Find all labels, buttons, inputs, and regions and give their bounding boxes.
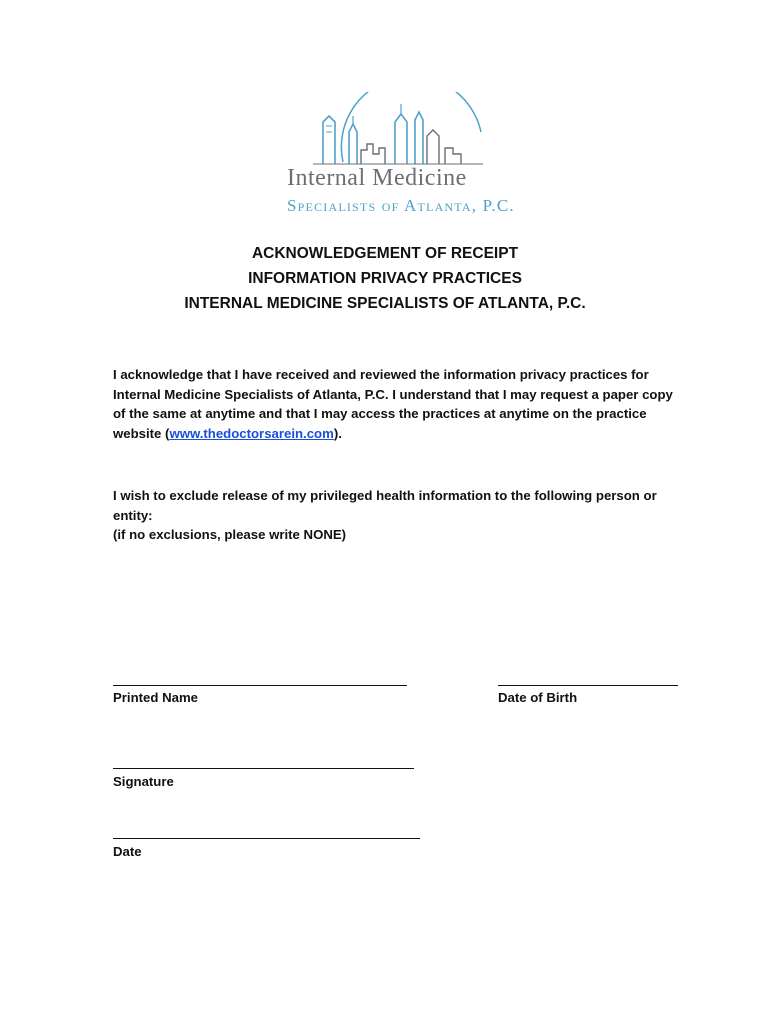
exclusion-paragraph [113,486,673,545]
title-line-2: INFORMATION PRIVACY PRACTICES [248,270,522,287]
practice-logo [283,92,513,220]
title-line-1: ACKNOWLEDGEMENT OF RECEIPT [251,245,519,262]
exclusion-instruction: (if no exclusions, please write NONE) [113,527,347,542]
document-title [0,241,770,316]
exclusion-statement: I wish to exclude release of my privileged health information to the following person or entity: [113,488,657,523]
acknowledgement-paragraph [113,365,673,443]
skyline-icon [283,92,513,172]
website-link[interactable]: www.thedoctorsarein.com [169,425,334,441]
signature-label: Signature [113,774,174,789]
printed-name-label: Printed Name [113,690,199,705]
date-field[interactable] [113,838,420,839]
logo-subtitle-line: Specialists of Atlanta, P.C. [287,196,515,215]
signature-field[interactable] [113,768,414,769]
logo-name-line: Internal Medicine [287,165,467,191]
title-line-3: INTERNAL MEDICINE SPECIALISTS OF ATLANTA, P.C. [184,295,586,312]
date-of-birth-field[interactable] [498,685,678,686]
date-of-birth-label: Date of Birth [498,690,578,705]
acknowledgement-text: I acknowledge that I have received and reviewed the information privacy practices for Internal Medicine Specialists of Atlanta, P.C. I understand that I may request a paper copy of the same at anytime and that I may access the practices at anytime on the practice website ( [113,367,673,441]
date-label: Date [113,844,142,859]
acknowledgement-text-end: ). [333,425,342,441]
printed-name-field[interactable] [113,685,407,686]
